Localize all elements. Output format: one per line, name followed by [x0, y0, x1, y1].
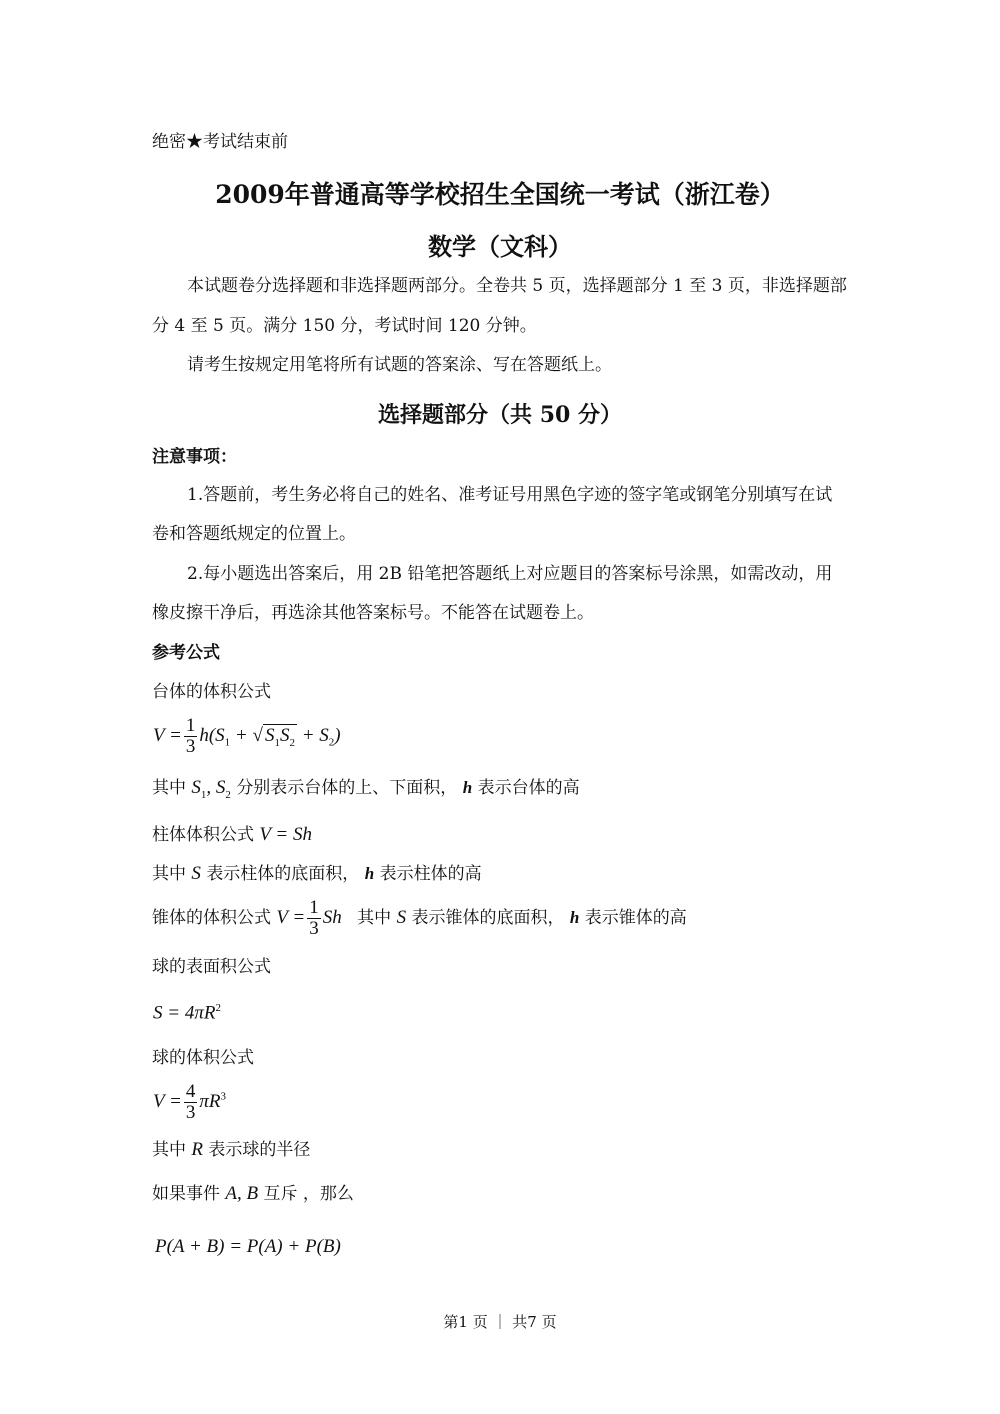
prism-desc-var: S — [191, 863, 201, 884]
frustum-desc-vars: $S_1$, $S_2$ — [191, 777, 231, 801]
radius-description — [152, 1140, 310, 1160]
intro-line-1: 本试题卷分选择题和非选择题两部分。全卷共 5 页，选择题部分 1 至 3 页，非选择题部 — [187, 276, 847, 296]
cone-desc-suffix: 表示锥体的高 — [584, 907, 687, 928]
formulas-heading: 参考公式 — [152, 643, 220, 663]
cone-desc-var: S — [396, 906, 407, 928]
frustum-desc-suffix: 表示台体的高 — [477, 778, 580, 798]
radius-desc-suffix: 表示球的半径 — [208, 1140, 311, 1160]
frustum-desc-prefix: 其中 — [152, 778, 186, 798]
exam-title: 2009年普通高等学校招生全国统一考试（浙江卷） — [215, 180, 785, 209]
frustum-height-var: h — [462, 778, 473, 797]
prism-description — [152, 864, 482, 884]
prism-volume-formula: V = Sh — [259, 824, 312, 845]
probability-sum-formula: P(A + B) = P(A) + P(B) — [155, 1236, 341, 1257]
cone-desc-mid: 表示锥体的底面积， — [411, 907, 565, 928]
prism-volume-label: 柱体体积公式 — [152, 825, 254, 845]
events-vars: A, B — [225, 1183, 259, 1204]
cone-height-var: h — [569, 907, 580, 927]
prism-desc-prefix: 其中 — [152, 864, 186, 884]
frustum-volume-label: 台体的体积公式 — [152, 682, 271, 702]
notes-heading: 注意事项： — [152, 447, 237, 467]
notes-item-2-line-1: 2.每小题选出答案后，用 2B 铅笔把答题纸上对应题目的答案标号涂黑，如需改动，用 — [187, 564, 833, 584]
prism-desc-mid: 表示柱体的底面积， — [206, 864, 360, 884]
secret-mark: 绝密★考试结束前 — [152, 132, 288, 152]
events-suffix: 互斥 ，那么 — [263, 1184, 354, 1204]
intro-line-2: 分 4 至 5 页。满分 150 分，考试时间 120 分钟。 — [152, 316, 537, 336]
radius-desc-prefix: 其中 — [152, 1140, 186, 1160]
prism-desc-suffix: 表示柱体的高 — [379, 864, 482, 884]
mutually-exclusive-line — [152, 1184, 354, 1204]
prism-volume-line — [152, 825, 312, 845]
frustum-description — [152, 778, 580, 805]
cone-desc-prefix: 其中 — [357, 907, 392, 928]
exam-subtitle: 数学（文科） — [428, 232, 572, 261]
notes-item-2-line-2: 橡皮擦干净后，再选涂其他答案标号。不能答在试题卷上。 — [152, 603, 594, 623]
notes-item-1-line-1: 1.答题前，考生务必将自己的姓名、准考证号用黑色字迹的签字笔或钢笔分别填写在试 — [187, 485, 833, 505]
frustum-desc-mid: 分别表示台体的上、下面积， — [236, 778, 458, 798]
cone-volume-line — [152, 898, 687, 939]
notes-item-1-line-2: 卷和答题纸规定的位置上。 — [152, 524, 356, 544]
cone-volume-label: 锥体的体积公式 — [152, 907, 271, 928]
prism-height-var: h — [364, 864, 375, 883]
page-footer: 第1 页 ｜ 共7 页 — [443, 1313, 557, 1331]
sphere-volume-formula: V = $\frac{4}{3}$ $\pi R^3$ — [153, 1081, 226, 1123]
radius-var: R — [191, 1139, 204, 1160]
frustum-volume-formula: V = $\frac{1}{3}$ $h(S_1$ + √ $S_1S_2 + S_2$) — [153, 715, 341, 757]
sphere-area-label: 球的表面积公式 — [152, 957, 271, 977]
intro-line-3: 请考生按规定用笔将所有试题的答案涂、写在答题纸上。 — [187, 355, 612, 375]
sphere-area-formula: $S = 4\pi R^2$ — [153, 1002, 221, 1024]
cone-volume-formula: V = $\frac{1}{3}$ Sh — [276, 897, 342, 939]
section-title: 选择题部分（共 50 分） — [378, 402, 622, 428]
events-prefix: 如果事件 — [152, 1184, 220, 1204]
sphere-volume-label: 球的体积公式 — [152, 1048, 254, 1068]
